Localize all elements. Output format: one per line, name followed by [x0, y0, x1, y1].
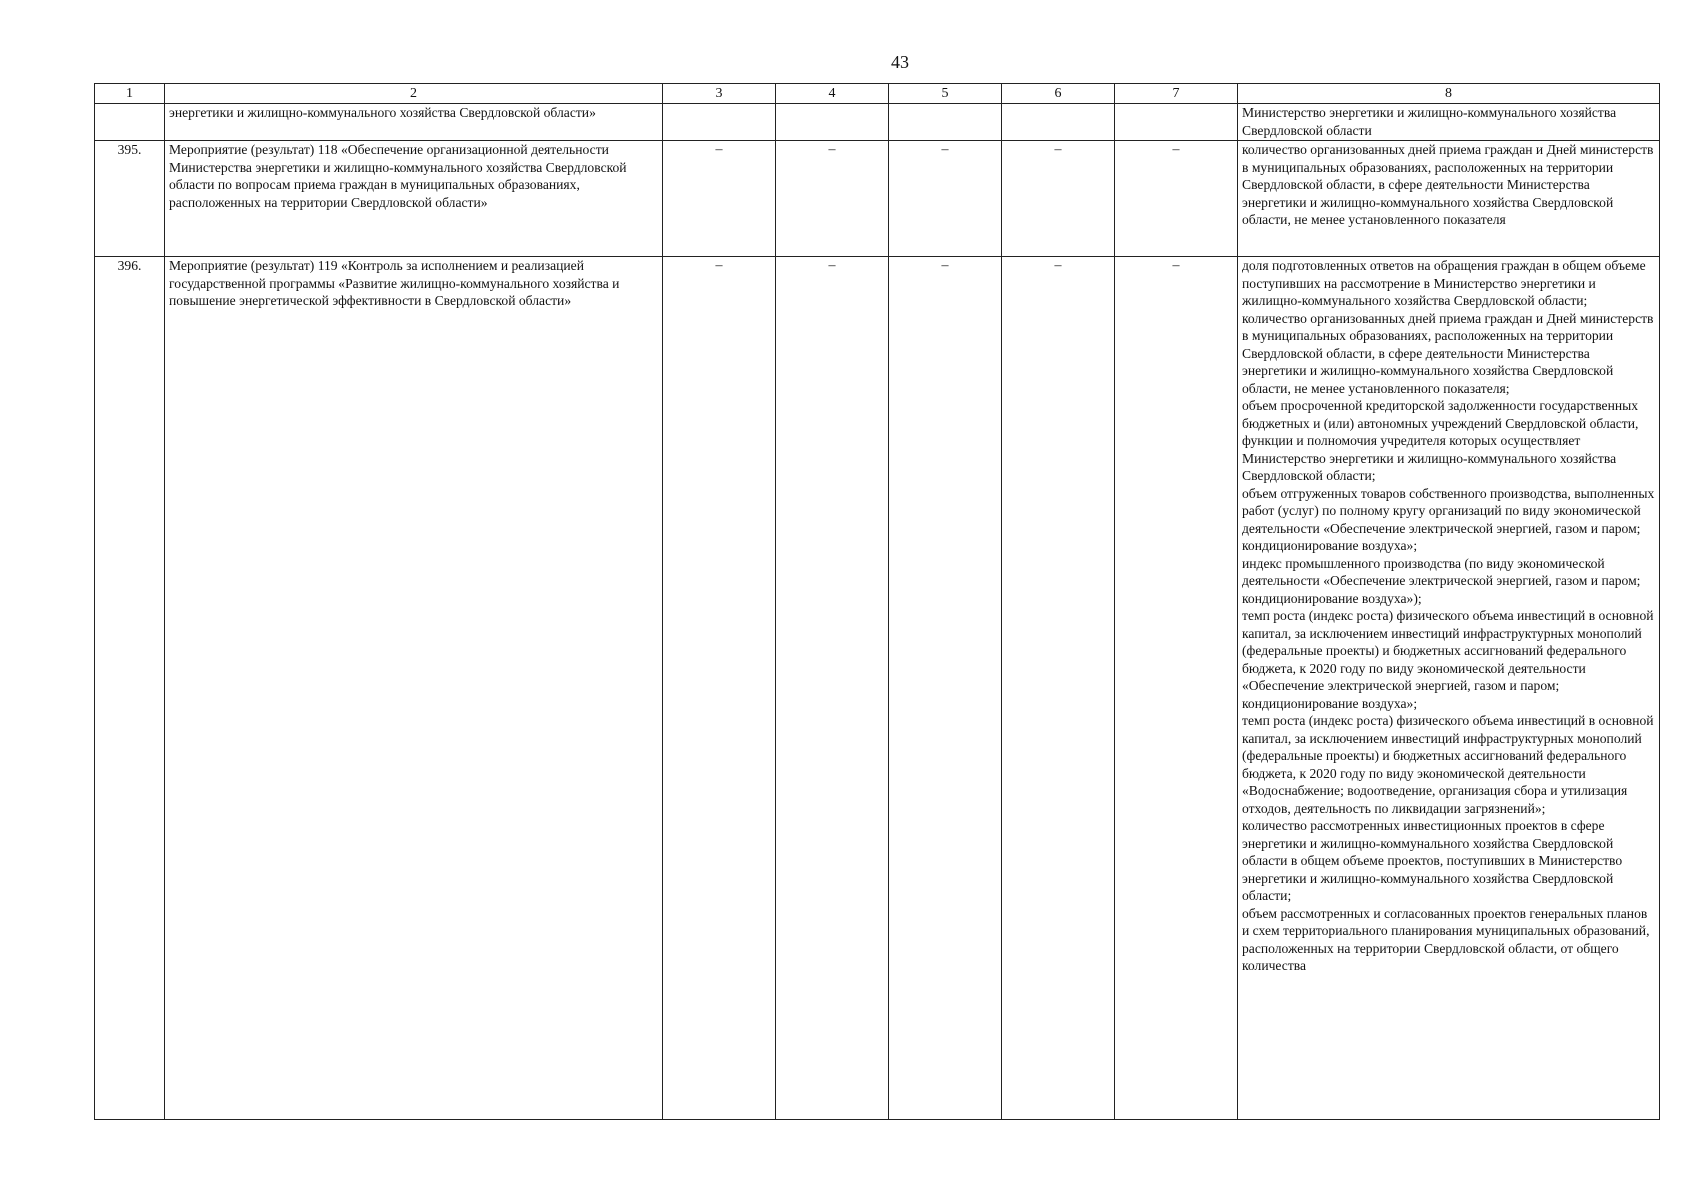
value-col-5	[889, 104, 1002, 141]
indicators-cell: Министерство энергетики и жилищно-коммунального хозяйства Свердловской области	[1238, 104, 1660, 141]
header-col-5: 5	[889, 84, 1002, 104]
value-col-6: –	[1002, 257, 1115, 1120]
row-number: 396.	[95, 257, 165, 1120]
indicator-item: количество организованных дней приема граждан и Дней министерств в муниципальных образованиях, расположенных на территории Свердловской области, в сфере деятельности Министерства энергетики и жилищно-коммунального хозяйства Свердловской области, не менее установленного показателя	[1242, 142, 1654, 227]
value-col-3: –	[663, 141, 776, 257]
value-col-7: –	[1115, 141, 1238, 257]
value-col-6	[1002, 104, 1115, 141]
indicator-item: индекс промышленного производства (по виду экономической деятельности «Обеспечение электрической энергией, газом и паром; кондиционирование воздуха»);	[1242, 555, 1641, 606]
value-col-4: –	[776, 141, 889, 257]
indicator-item: темп роста (индекс роста) физического объема инвестиций в основной капитал, за исключением инвестиций инфраструктурных монополий (федеральные проекты) и бюджетных ассигнований федерального бюджета, к 2020 году по виду экономической деятельности «Обеспечение электрической энергией, газом и паром; кондиционирование воздуха»;	[1242, 608, 1654, 711]
value-col-4	[776, 104, 889, 141]
value-col-3: –	[663, 257, 776, 1120]
header-row	[95, 84, 1660, 104]
program-activities-table	[94, 83, 1660, 1120]
header-col-1: 1	[95, 84, 165, 104]
header-col-2: 2	[165, 84, 663, 104]
value-col-3	[663, 104, 776, 141]
value-col-7: –	[1115, 257, 1238, 1120]
indicator-item: объем рассмотренных и согласованных проектов генеральных планов и схем территориального планирования муниципальных образований, расположенных на территории Свердловской области, от общего количества	[1242, 905, 1650, 973]
header-col-8: 8	[1238, 84, 1660, 104]
table-row	[95, 141, 1660, 257]
indicator-item: количество организованных дней приема граждан и Дней министерств в муниципальных образованиях, расположенных на территории Свердловской области, в сфере деятельности Министерства энергетики и жилищно-коммунального хозяйства Свердловской области, не менее установленного показателя;	[1242, 310, 1654, 396]
row-number	[95, 104, 165, 141]
value-col-5: –	[889, 141, 1002, 257]
header-col-7: 7	[1115, 84, 1238, 104]
page-number: 43	[891, 52, 909, 72]
value-col-5: –	[889, 257, 1002, 1120]
indicator-item: объем просроченной кредиторской задолженности государственных бюджетных и (или) автономных учреждений Свердловской области, функции и полномочия учредителя которых осуществляет Министерство энергетики и жилищно-коммунального хозяйства Свердловской области;	[1242, 398, 1639, 483]
indicator-item: темп роста (индекс роста) физического объема инвестиций в основной капитал, за исключением инвестиций инфраструктурных монополий (федеральные проекты) и бюджетных ассигнований федерального бюджета, к 2020 году по виду экономической деятельности «Водоснабжение; водоотведение, организация сбора и утилизация отходов, деятельность по ликвидации загрязнений»;	[1242, 713, 1654, 816]
value-col-4: –	[776, 257, 889, 1120]
indicator-item: объем отгруженных товаров собственного производства, выполненных работ (услуг) по полному кругу организаций по виду экономической деятельности «Обеспечение электрической энергией, газом и паром; кондиционирование воздуха»;	[1242, 485, 1655, 553]
indicators-cell	[1238, 257, 1660, 1120]
value-col-7	[1115, 104, 1238, 141]
row-number: 395.	[95, 141, 165, 257]
indicators-cell	[1238, 141, 1660, 257]
activity-name: Мероприятие (результат) 118 «Обеспечение организационной деятельности Министерства энергетики и жилищно-коммунального хозяйства Свердловской области по вопросам приема граждан в муниципальных образованиях, расположенных на территории Свердловской области»	[165, 141, 663, 257]
activity-name: Мероприятие (результат) 119 «Контроль за исполнением и реализацией государственной программы «Развитие жилищно-коммунального хозяйства и повышение энергетической эффективности в Свердловской области»	[165, 257, 663, 1120]
header-col-4: 4	[776, 84, 889, 104]
table-row	[95, 257, 1660, 1120]
header-col-6: 6	[1002, 84, 1115, 104]
value-col-6: –	[1002, 141, 1115, 257]
indicator-item: количество рассмотренных инвестиционных проектов в сфере энергетики и жилищно-коммунального хозяйства Свердловской области в общем объеме проектов, поступивших в Министерство энергетики и жилищно-коммунального хозяйства Свердловской области;	[1242, 818, 1623, 903]
indicator-item: доля подготовленных ответов на обращения граждан в общем объеме поступивших на рассмотрение в Министерство энергетики и жилищно-коммунального хозяйства Свердловской области;	[1242, 258, 1646, 308]
header-col-3: 3	[663, 84, 776, 104]
table-row	[95, 104, 1660, 141]
activity-name: энергетики и жилищно-коммунального хозяйства Свердловской области»	[165, 104, 663, 141]
